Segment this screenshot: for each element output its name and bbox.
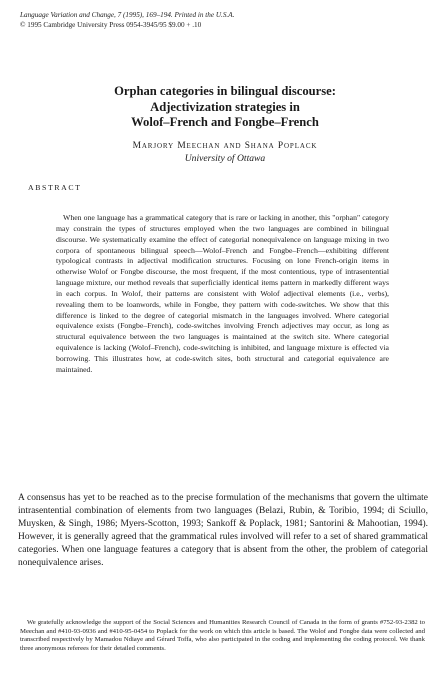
author-affiliation: University of Ottawa: [184, 153, 266, 164]
article-title: [40, 84, 410, 131]
citation-line: Language Variation and Change, 7 (1995), 169–194. Printed in the U.S.A.: [20, 11, 235, 19]
body-paragraph: A consensus has yet to be reached as to the precise formulation of the mechanisms that govern the ultimate intrasentential combination of elements from two languages (Belazi, Rubin, & Toribio, 1994; di Sciullo, Muysken, & Singh, 1986; Myers-Scotton, 1993; Sankoff & Poplack, 1981; Santorini & Mahootian, 1994). However, it is generally agreed that the grammatical rules involved will refer to a set of shared grammatical categories. When one language features a category that is absent from the other, the problem of categorial nonequivalence arises.: [18, 493, 428, 568]
abstract-heading: ABSTRACT: [28, 183, 82, 192]
journal-header: [20, 11, 420, 30]
title-line-1: Orphan categories in bilingual discourse:: [114, 84, 336, 98]
copyright-line: © 1995 Cambridge University Press 0954-3945/95 $9.00 + .10: [20, 20, 202, 29]
abstract-text: When one language has a grammatical category that is rare or lacking in another, this "orphan" category may constrain the types of structures employed when the two languages are combined in bilingual discourse. We systematically examine the effect of categorial nonequivalence on language mixing in two corpora of spontaneous bilingual speech—Wolof–French and Fongbe–French—exhibiting different typological contrasts in adjectival modification structures. Focusing on lone French-origin items in otherwise Wolof or Fongbe discourse, the most frequent, if the most contentious, type of intrasentential language mixture, our method reveals that superficially identical items pattern in markedly different ways in each corpus. In Wolof, their patterns are consistent with Wolof adjectival elements (i.e., verbs), revealing them to be loanwords, while in Fongbe, they pattern with code-switches. We show that this difference is linked to the degree of categorial mismatch in the languages involved. Where categorial equivalence exists (Fongbe–French), code-switches involving French adjectives may occur, as long as structural equivalence between the two languages is maintained at the switch site. Where categorial equivalence is lacking (Wolof–French), code-switching is inhibited, and language mixture is effected via borrowing. This illustrates how, at code-switch sites, both structural and categorial equivalence are maintained.: [56, 213, 389, 374]
title-line-2: Adjectivization strategies in: [150, 99, 300, 114]
acknowledgement-footnote: We gratefully acknowledge the support of the Social Sciences and Humanities Research Council of Canada in the form of grants #752-93-2382 to Meechan and #410-93-0936 and #410-95-0454 to Poplack for the work on which this article is based. The Wolof and Fongbe data were collected and transcribed respectively by Mamadou Ndiaye and Gérard Toffa, who also participated in the coding and implementing the coding protocol. We thank three anonymous referees for their detailed comments.: [20, 619, 425, 653]
author-names: Marjory Meechan and Shana Poplack: [132, 141, 318, 151]
title-line-3: Wolof–French and Fongbe–French: [131, 115, 319, 129]
